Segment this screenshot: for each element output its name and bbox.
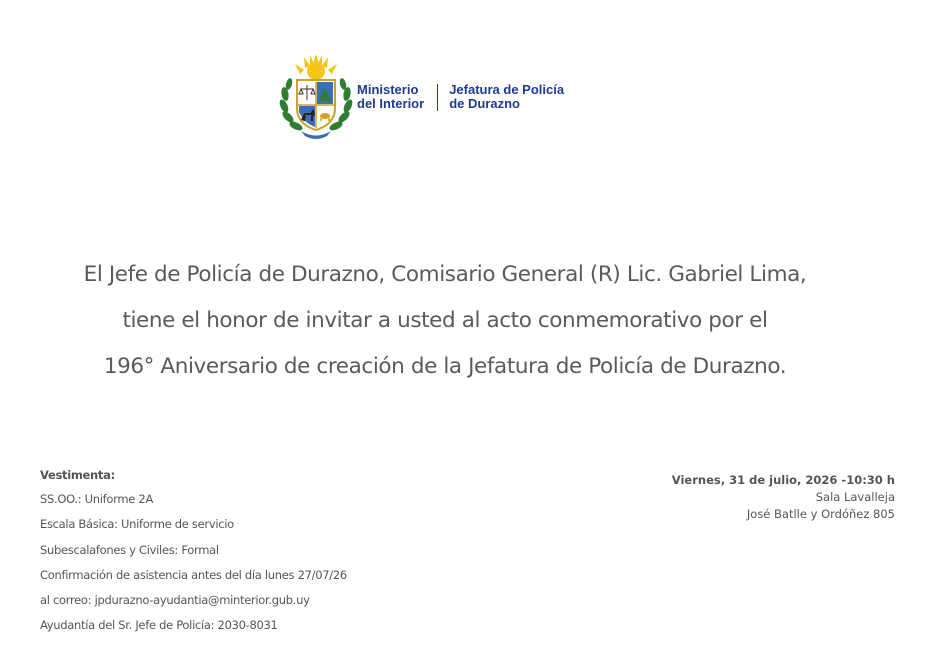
invitation-text: [0, 252, 890, 390]
dress-code-heading: Vestimenta:: [40, 468, 115, 482]
office-line-1: Jefatura de Policía: [449, 82, 565, 97]
rsvp-email: al correo: jpdurazno-ayudantia@minterior.gub.uy: [40, 593, 310, 608]
ministry-line-1: Ministerio: [357, 82, 419, 97]
invitation-line-1: El Jefe de Policía de Durazno, Comisario General (R) Lic. Gabriel Lima,: [83, 262, 807, 287]
office-name: [449, 77, 564, 117]
ministry-name: [357, 77, 424, 117]
header-divider: [437, 84, 438, 111]
invitation-line-2: tiene el honor de invitar a usted al acto conmemorativo por el: [122, 308, 768, 333]
event-details: [672, 472, 895, 523]
invitation-line-3: 196° Aniversario de creación de la Jefatura de Policía de Durazno.: [103, 354, 787, 379]
rsvp-deadline: Confirmación de asistencia antes del día lunes 27/07/26: [40, 567, 347, 582]
header-logo: [277, 54, 564, 140]
event-date: Viernes, 31 de julio, 2026 -10:30 h: [671, 473, 895, 487]
event-address: José Batlle y Ordóñez 805: [746, 507, 895, 521]
dress-code-item: Subescalafones y Civiles: Formal: [40, 542, 219, 557]
event-venue: Sala Lavalleja: [815, 490, 895, 504]
uruguay-coat-of-arms-icon: [277, 54, 355, 140]
dress-code-block: [40, 464, 347, 640]
aide-phone: Ayudantía del Sr. Jefe de Policía: 2030-8031: [40, 618, 278, 633]
office-line-2: de Durazno: [449, 96, 520, 111]
ministry-line-2: del Interior: [357, 96, 425, 111]
dress-code-item: Escala Básica: Uniforme de servicio: [40, 517, 234, 532]
dress-code-item: SS.OO.: Uniforme 2A: [40, 492, 154, 506]
